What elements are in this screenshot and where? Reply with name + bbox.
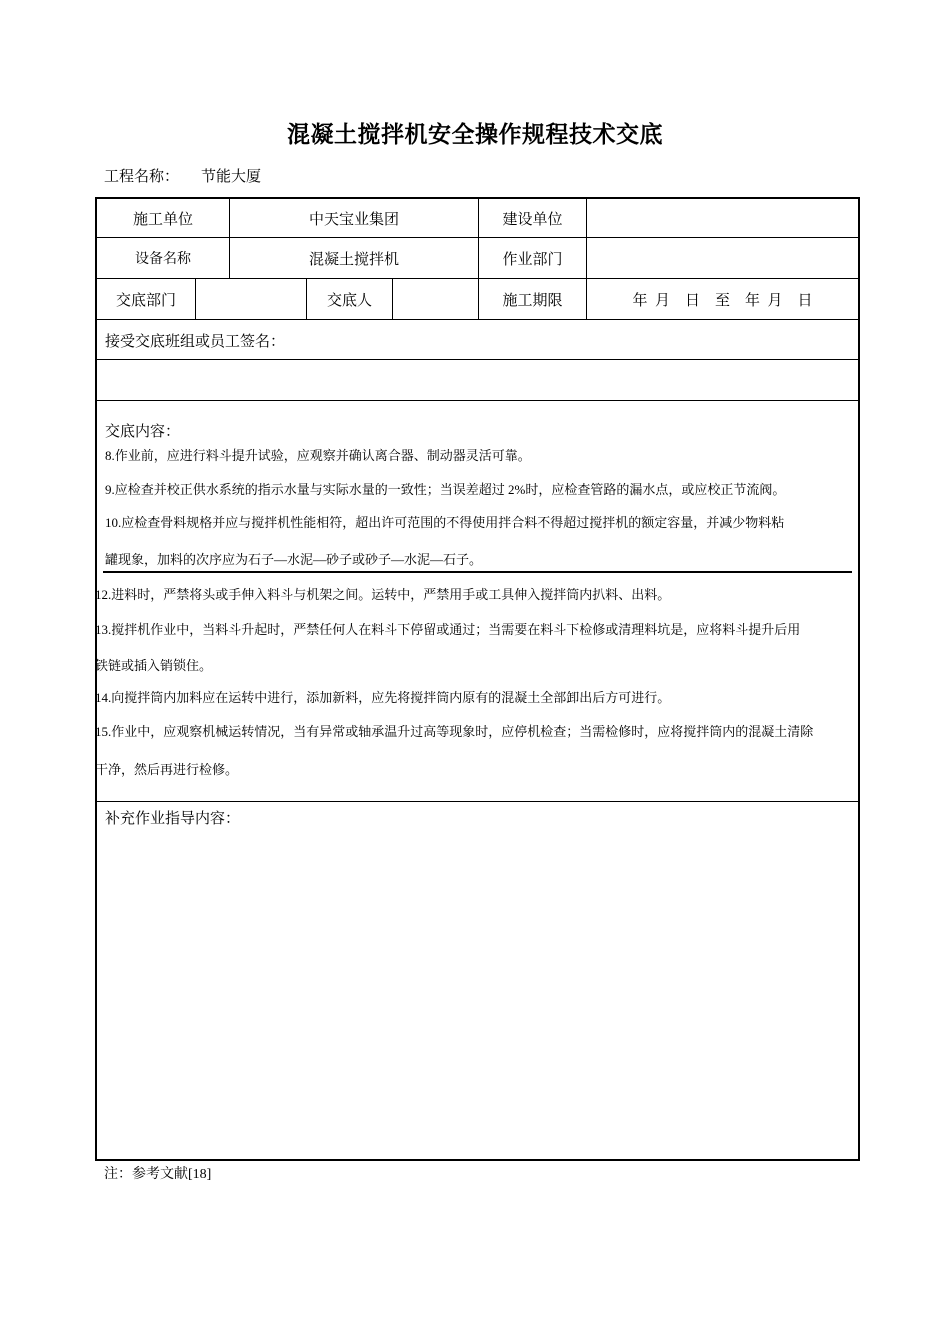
content-line: 15.作业中，应观察机械运转情况，当有异常或轴承温升过高等现象时，应停机检查；当需检修时，应将搅拌筒内的混凝土清除 <box>95 724 814 739</box>
content-line: 13.搅拌机作业中，当料斗升起时，严禁任何人在料斗下停留或通过；当需要在料斗下检修或清理料坑是，应将料斗提升后用 <box>95 622 801 637</box>
content-line: 铁链或插入销锁住。 <box>95 658 213 673</box>
row-divider <box>97 801 858 802</box>
equipment-name-label: 设备名称 <box>135 252 191 267</box>
handover-person-label: 交底人 <box>326 292 372 309</box>
owner-unit-value[interactable] <box>587 199 858 237</box>
equipment-name-value: 混凝土搅拌机 <box>308 251 399 268</box>
content-line: 罐现象，加料的次序应为石子—水泥—砂子或砂子—水泥—石子。 <box>105 552 483 567</box>
row-divider <box>97 400 858 401</box>
supplement-area[interactable] <box>97 829 858 1159</box>
construction-period-value: 年 月 日 至 年 月 日 <box>632 292 813 309</box>
construction-period-label: 施工期限 <box>502 292 563 309</box>
row-divider <box>97 319 858 320</box>
handover-form-table <box>95 197 860 1161</box>
handover-department-label: 交底部门 <box>115 292 176 309</box>
signature-area[interactable] <box>97 360 858 400</box>
project-name-value: 节能大厦 <box>201 169 262 185</box>
content-line: 干净，然后再进行检修。 <box>95 762 239 777</box>
reference-note: 注：参考文献[18] <box>104 1167 212 1182</box>
project-name-line <box>104 165 261 186</box>
construction-unit-value: 中天宝业集团 <box>308 211 399 228</box>
work-department-label: 作业部门 <box>502 251 563 268</box>
handover-person-value[interactable] <box>393 279 478 319</box>
content-line: 9.应检查并校正供水系统的指示水量与实际水量的一致性；当误差超过 2%时，应检查管路的漏水点，或应校正节流阀。 <box>105 482 786 497</box>
content-separator <box>103 571 852 573</box>
construction-unit-label: 施工单位 <box>132 211 193 228</box>
supplement-label: 补充作业指导内容： <box>105 811 241 827</box>
content-line: 10.应检查骨料规格并应与搅拌机性能相符，超出许可范围的不得使用拌合料不得超过搅拌机的额定容量，并减少物料粘 <box>105 515 785 530</box>
content-label: 交底内容： <box>105 424 181 440</box>
content-line: 14.向搅拌筒内加料应在运转中进行，添加新料，应先将搅拌筒内原有的混凝土全部卸出后方可进行。 <box>95 690 671 705</box>
content-line: 12.进料时，严禁将头或手伸入料斗与机架之间。运转中，严禁用手或工具伸入搅拌筒内扒料、出料。 <box>95 587 671 602</box>
content-line: 8.作业前，应进行料斗提升试验，应观察并确认离合器、制动器灵活可靠。 <box>105 448 531 463</box>
handover-department-value[interactable] <box>196 279 306 319</box>
project-name-label: 工程名称： <box>104 169 180 185</box>
work-department-value[interactable] <box>587 238 858 278</box>
document-title: 混凝土搅拌机安全操作规程技术交底 <box>287 122 663 148</box>
owner-unit-label: 建设单位 <box>502 211 563 228</box>
signature-label: 接受交底班组或员工签名： <box>105 334 286 350</box>
